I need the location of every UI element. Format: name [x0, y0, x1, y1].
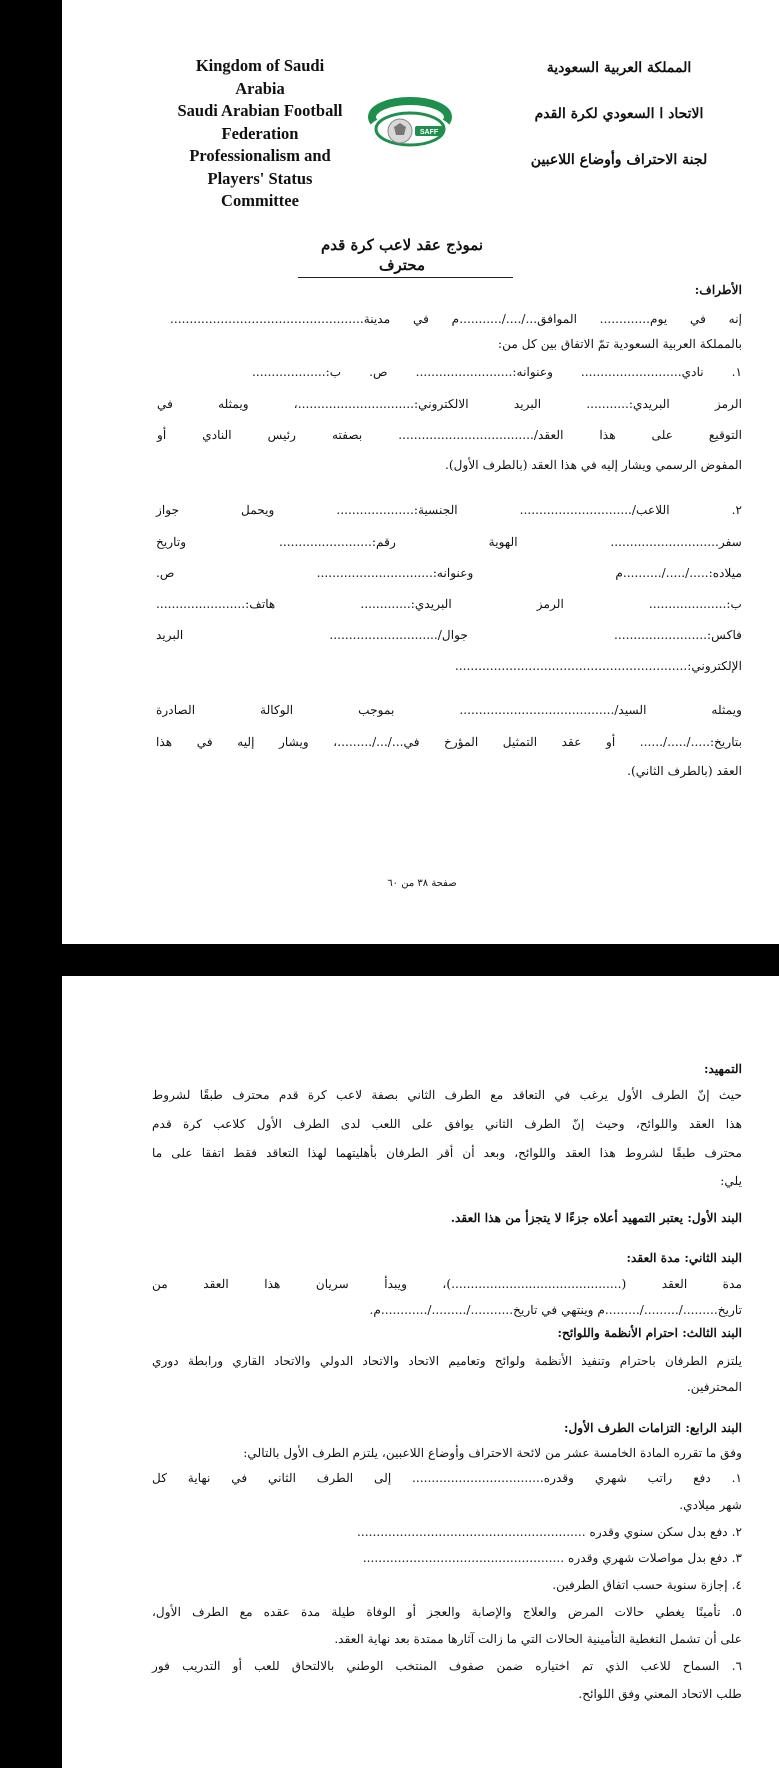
contract-title — [292, 235, 512, 275]
body-line: ١. نادي.......................... وعنوانه:......................... ص. ب:................... — [252, 365, 742, 379]
saff-logo-icon — [360, 95, 460, 155]
body-line: ميلاده:...../...../..........م وعنوانه:.............................. ص. — [156, 566, 742, 580]
header-en-line: Committee — [221, 191, 299, 210]
body-line: الرمز البريدي:........... البريد الالكتروني:..............................، ويمثله في — [157, 397, 742, 411]
body-line: بالمملكة العربية السعودية تمّ الاتفاق بين كل من: — [498, 337, 742, 351]
clause-4-line: ٥. تأمينًا يغطي حالات المرض والعلاج والإصابة والعجز أو الوفاة طيلة مدة عقده مع الطرف الأول، — [152, 1605, 742, 1619]
header-en-line: Arabia — [235, 78, 285, 98]
title-underline — [298, 277, 513, 278]
clause-4-line: شهر ميلادي. — [679, 1498, 742, 1512]
document-page-1 — [62, 0, 779, 944]
clause-4-line: ١. دفع راتب شهري وقدره.................................. إلى الطرف الثاني في نهاية كل — [152, 1471, 742, 1485]
body-line: بتاريخ:...../...../...... أو عقد التمثيل المؤرخ في.../.../.........، ويشار إليه في هذا — [156, 735, 742, 749]
clause-4-line: طلب الاتحاد المعني وفق اللوائح. — [578, 1687, 742, 1701]
clause-4-line: ٢. دفع بدل سكن سنوي وقدره ........................................................... — [357, 1525, 742, 1539]
document-page-2 — [62, 976, 779, 1768]
body-line: المفوض الرسمي ويشار إليه في هذا العقد (بالطرف الأول). — [444, 458, 742, 472]
body-line: التوقيع على هذا العقد/................................... بصفته رئيس النادي أو — [157, 428, 742, 442]
body-line: سفر............................ الهوية رقم:........................ وتاريخ — [156, 535, 742, 549]
body-line: ويمثله السيد/........................................ بموجب الوكالة الصادرة — [156, 703, 742, 717]
parties-heading: الأطراف: — [694, 283, 742, 297]
header-ar-line: المملكة العربية السعودية — [546, 60, 692, 76]
header-en-line: Federation — [221, 123, 299, 143]
header-en-line: Players' Status — [207, 168, 313, 188]
clause-4-line: ٤. إجازة سنوية حسب اتفاق الطرفين. — [552, 1578, 742, 1592]
header-arabic — [499, 60, 739, 198]
title-line-1: نموذج عقد لاعب كرة قدم — [320, 236, 484, 254]
clause-4-line: على أن تشمل التغطية التأمينية الحالات التي ما زالت آثارها ممتدة بعد نهاية العقد. — [334, 1632, 742, 1646]
clause-4-line: وفق ما تقرره المادة الخامسة عشر من لائحة الاحتراف وأوضاع اللاعبين، يلتزم الطرف الأول بالتالي: — [243, 1446, 742, 1460]
header-en-line: Professionalism and — [189, 146, 331, 165]
header-ar-line: الاتحاد ا السعودي لكرة القدم — [534, 106, 704, 122]
clause-2-line: تاريخ........./........./.........م وينتهي في تاريخ.........../........./............م. — [369, 1303, 742, 1317]
preamble-line: يلي: — [720, 1174, 742, 1188]
preamble-line: محترف طبقًا لشروط هذا العقد واللوائح، وبعد أن أقر الطرفان بأهليتهما لهذا التعاقد فقط اتفقا على ما — [152, 1146, 742, 1160]
title-line-2: محترف — [378, 256, 426, 274]
clause-4-line: ٣. دفع بدل مواصلات شهري وقدره .................................................... — [362, 1551, 742, 1565]
clause-3-line: يلتزم الطرفان باحترام وتنفيذ الأنظمة ولوائح وتعاميم الاتحاد والاتحاد الدولي والاتحاد القاري ورابطة دوري — [152, 1354, 742, 1368]
body-line: ٢. اللاعب/............................. الجنسية:.................... ويحمل جواز — [156, 503, 742, 517]
page-number: صفحة ٣٨ من ٦٠ — [387, 878, 457, 889]
clause-1: البند الأول: يعتبر التمهيد أعلاه جزءًا لا يتجزأ من هذا العقد. — [450, 1211, 742, 1225]
clause-4-line: ٦. السماح للاعب الذي تم اختياره ضمن صفوف المنتخب الوطني بالالتحاق للعب أو التدريب فور — [152, 1659, 742, 1673]
clause-3-line: المحترفين. — [686, 1380, 742, 1394]
clause-2-heading: البند الثاني: مدة العقد: — [626, 1251, 742, 1265]
header-ar-line: لجنة الاحتراف وأوضاع اللاعبين — [530, 152, 708, 168]
logo-text: SAFF — [419, 129, 439, 136]
body-line: إنه في يوم............. الموافق.../..../...........م في مدينة.................................................. — [170, 312, 742, 326]
body-line: العقد (بالطرف الثاني). — [627, 764, 742, 778]
body-line: الإلكتروني:............................................................ — [454, 659, 742, 673]
header-en-line: Kingdom of Saudi — [195, 56, 325, 75]
preamble-line: هذا العقد واللوائح، وحيث إنّ الطرف الثاني يوافق على اللعب لدى الطرف الأول كلاعب كرة قدم — [152, 1117, 742, 1131]
preamble-line: حيث إنّ الطرف الأول يرغب في التعاقد مع الطرف الثاني بصفة لاعب كرة قدم محترف طبقًا لشروط — [152, 1088, 742, 1102]
header-en-line: Saudi Arabian Football — [177, 101, 343, 120]
preamble-heading: التمهيد: — [703, 1062, 742, 1076]
header-english — [134, 55, 386, 213]
clause-3-heading: البند الثالث: احترام الأنظمة واللوائح: — [557, 1326, 742, 1340]
clause-2-line: مدة العقد (............................................)، ويبدأ سريان هذا العقد من — [152, 1277, 742, 1291]
body-line: ب:.................... الرمز البريدي:............. هاتف:....................... — [156, 597, 742, 611]
clause-4-heading: البند الرابع: التزامات الطرف الأول: — [563, 1421, 742, 1435]
body-line: فاكس:........................ جوال/............................ البريد — [156, 628, 742, 642]
